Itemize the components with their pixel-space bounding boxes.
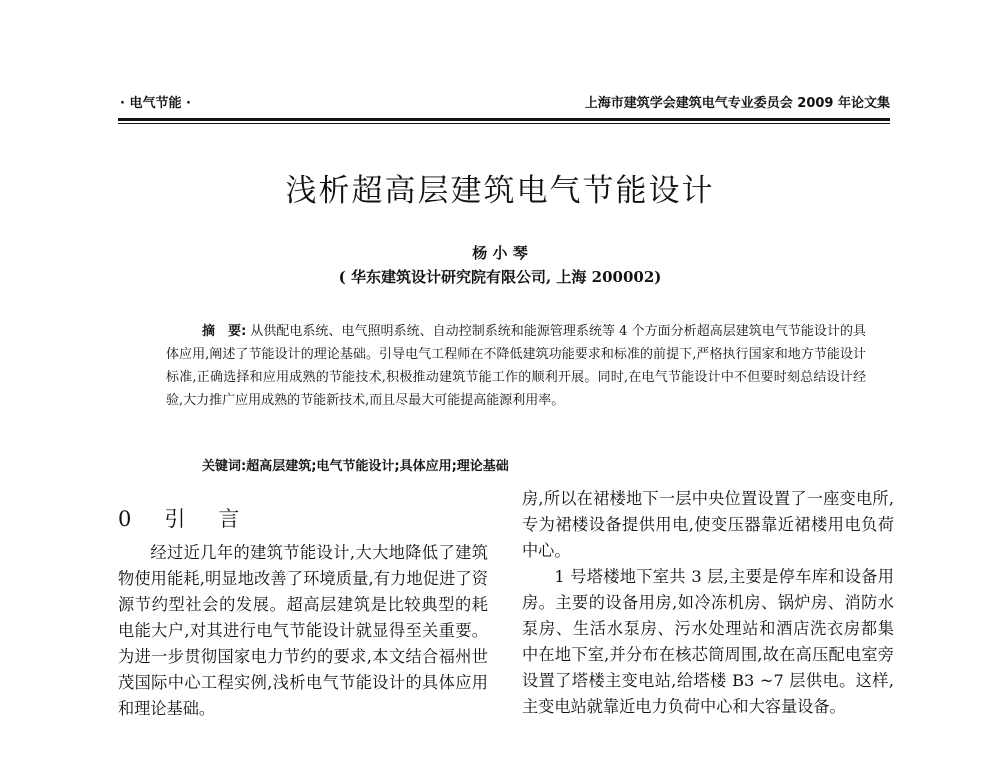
keywords [202,455,862,474]
intro-paragraph: 经过近几年的建筑节能设计,大大地降低了建筑物使用能耗,明显地改善了环境质量,有力地促进了资源节约型社会的发展。超高层建筑是比较典型的耗电能大户,对其进行电气节能设计就显得至关重要。为进一步贯彻国家电力节约的要求,本文结合福州世茂国际中心工程实例,浅析电气节能设计的具体应用和理论基础。 [118,543,488,718]
keywords-label: 关键词: [202,459,247,474]
header-journal-name: 上海市建筑学会建筑电气专业委员会 2009 年论文集 [584,96,890,111]
section-heading-introduction: 0 引 言 [118,507,246,531]
right-paragraph-2: 1 号塔楼地下室共 3 层,主要是停车库和设备用房。主要的设备用房,如冷冻机房、锅炉房、消防水泵房、生活水泵房、污水处理站和酒店洗衣房都集中在地下室,并分布在核芯筒周围,故在高压配电室旁设置了塔楼主变电站,给塔楼 B3 ~7 层供电。这样,主变电站就靠近电力负荷中心和大容量设备。 [522,567,894,716]
author-affiliation: ( 华东建筑设计研究院有限公司, 上海 200002) [338,268,662,286]
author-name: 杨 小 琴 [472,244,528,262]
body-column-left [118,540,488,722]
body-column-right [522,486,894,720]
paper-title: 浅析超高层建筑电气节能设计 [285,173,715,209]
right-paragraph-1: 房,所以在裙楼地下一层中央位置设置了一座变电所,专为裙楼设备提供用电,使变压器靠近裙楼用电负荷中心。 [522,489,894,560]
header-section-label: · 电气节能 · [120,96,191,111]
header-rule-thin [118,123,890,124]
abstract-label: 摘 要: [202,324,247,339]
keywords-text: 超高层建筑;电气节能设计;具体应用;理论基础 [246,459,509,474]
abstract-text: 从供配电系统、电气照明系统、自动控制系统和能源管理系统等 4 个方面分析超高层建筑电气节能设计的具体应用,阐述了节能设计的理论基础。引导电气工程师在不降低建筑功能要求和标准的前提下,严格执行国家和地方节能设计标准,正确选择和应用成熟的节能技术,积极推动建筑节能工作的顺利开展。同时,在电气节能设计中不但要时刻总结设计经验,大力推广应用成熟的节能新技术,而且尽最大可能提高能源利用率。 [166,324,866,408]
abstract [166,320,866,412]
running-header [120,92,890,112]
header-rule-thick [118,118,890,121]
